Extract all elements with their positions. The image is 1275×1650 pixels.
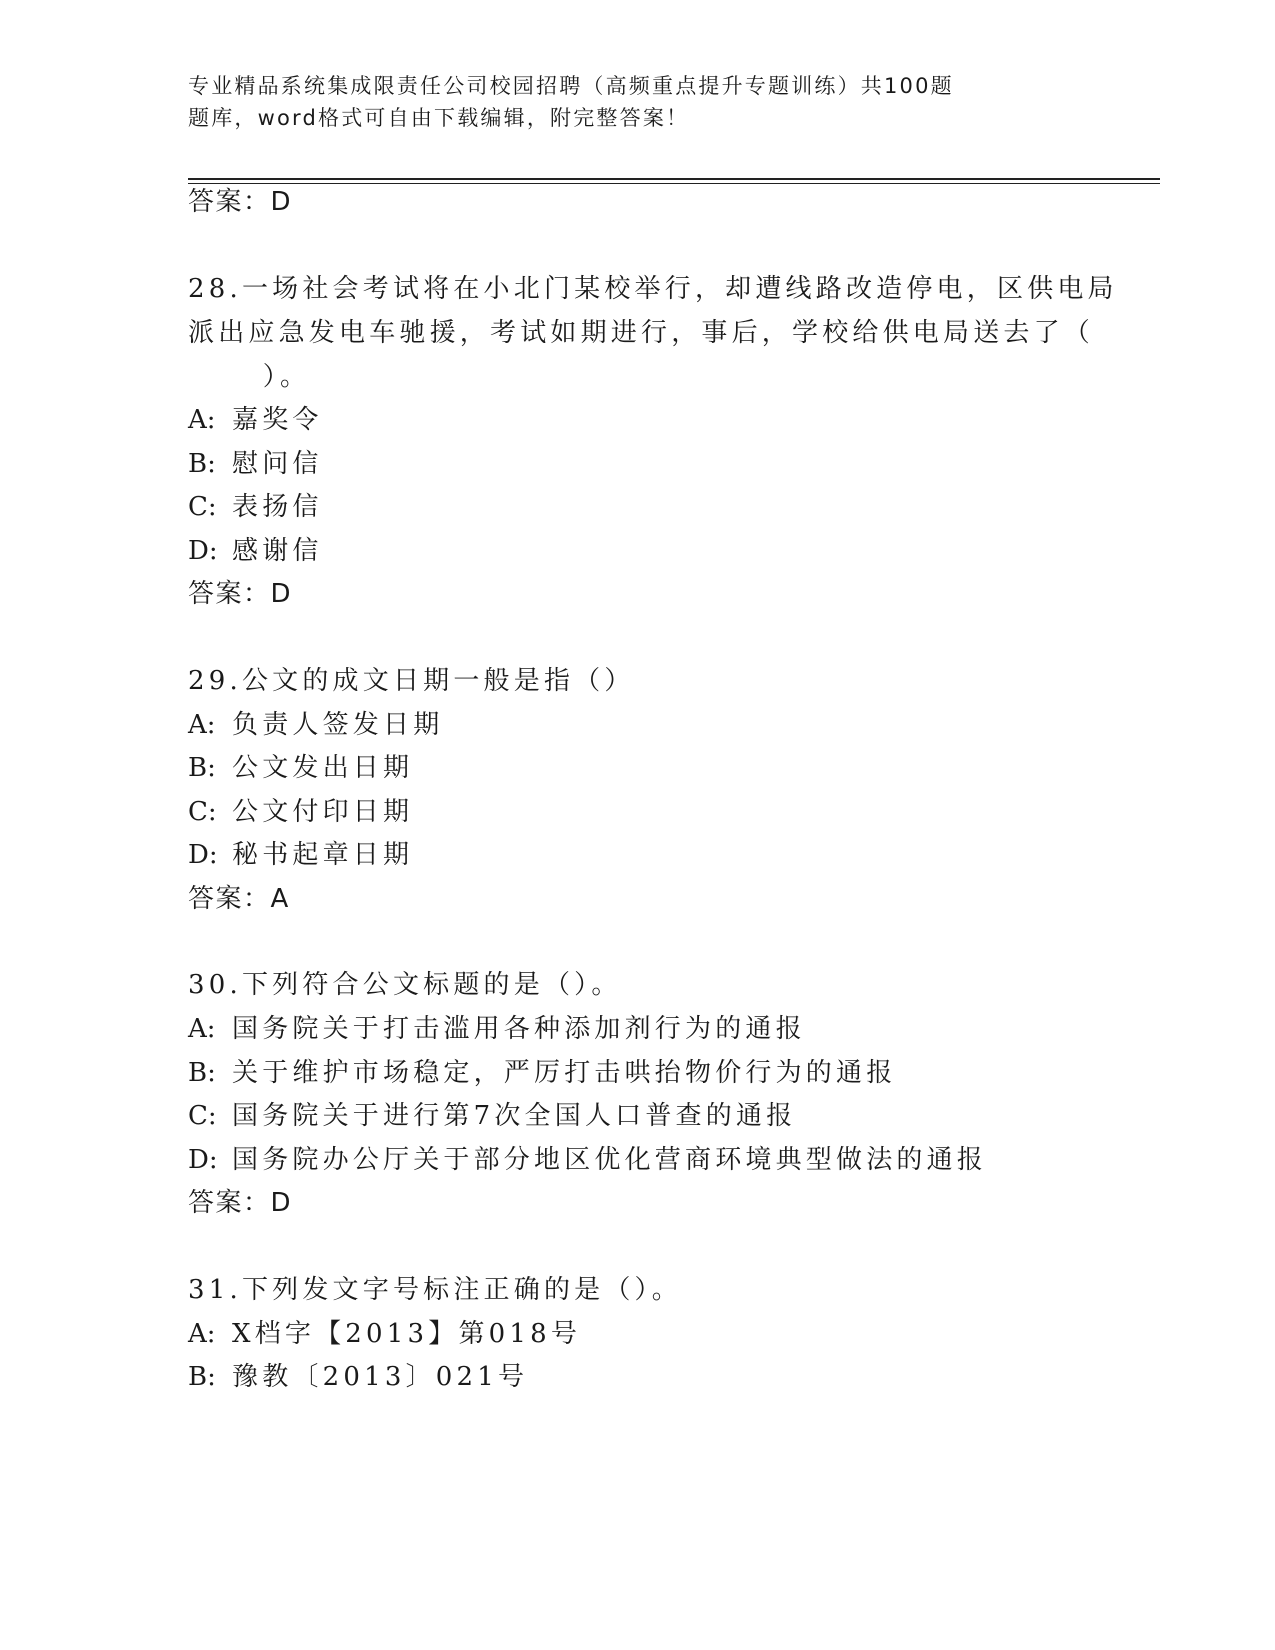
question-28-answer: 答案：D (188, 579, 293, 609)
option-text: 国务院关于打击滥用各种添加剂行为的通报 (232, 1014, 806, 1044)
question-28-option-a (188, 402, 323, 438)
option-letter: C: (188, 797, 217, 827)
question-30-line-1: 30.下列符合公文标题的是（）。 (188, 970, 622, 1000)
option-letter: A: (188, 710, 216, 740)
question-29-line-1: 29.公文的成文日期一般是指（） (188, 666, 635, 696)
question-31-option-b (188, 1359, 528, 1395)
option-letter: B: (188, 1362, 216, 1392)
option-letter: C: (188, 1101, 217, 1131)
option-letter: D: (188, 840, 218, 870)
question-28-option-b (188, 446, 323, 482)
question-30-option-d (188, 1142, 987, 1178)
option-text: 感谢信 (232, 536, 323, 566)
option-text: 国务院关于进行第7次全国人口普查的通报 (232, 1101, 797, 1131)
question-29-option-d (188, 837, 413, 873)
option-letter: B: (188, 1058, 216, 1088)
option-letter: C: (188, 492, 217, 522)
option-text: 关于维护市场稳定，严厉打击哄抬物价行为的通报 (232, 1058, 897, 1088)
question-30-option-a (188, 1011, 806, 1047)
option-letter: A: (188, 1319, 216, 1349)
option-text: 表扬信 (232, 492, 323, 522)
question-29-option-a (188, 707, 443, 743)
question-29-option-c (188, 794, 413, 830)
question-31-line-1: 31.下列发文字号标注正确的是（）。 (188, 1275, 682, 1305)
header-divider (188, 178, 1160, 184)
option-text: 公文发出日期 (232, 753, 414, 783)
header-title-line-1: 专业精品系统集成限责任公司校园招聘（高频重点提升专题训练）共100题 (188, 74, 954, 98)
option-letter: B: (188, 753, 216, 783)
question-30-option-b (188, 1055, 896, 1091)
option-text: 秘书起章日期 (232, 840, 414, 870)
previous-answer: 答案：D (188, 187, 293, 217)
question-29-option-b (188, 750, 413, 786)
question-28-line-3: ）。 (188, 362, 311, 392)
option-text: 公文付印日期 (232, 797, 414, 827)
option-text: 豫教〔2013〕021号 (232, 1362, 529, 1392)
option-letter: D: (188, 1145, 218, 1175)
option-letter: B: (188, 449, 216, 479)
question-29-answer: 答案：A (188, 884, 290, 914)
option-text: 慰问信 (232, 449, 323, 479)
option-letter: A: (188, 405, 216, 435)
option-text: 负责人签发日期 (232, 710, 444, 740)
question-28-line-1: 28.一场社会考试将在小北门某校举行，却遭线路改造停电，区供电局 (188, 274, 1118, 304)
option-text: 嘉奖令 (232, 405, 323, 435)
question-30-option-c (188, 1098, 796, 1134)
header-title-line-2: 题库，word格式可自由下载编辑，附完整答案！ (188, 106, 690, 130)
option-letter: A: (188, 1014, 216, 1044)
option-letter: D: (188, 536, 218, 566)
option-text: 国务院办公厅关于部分地区优化营商环境典型做法的通报 (232, 1145, 988, 1175)
question-28-line-2: 派出应急发电车驰援，考试如期进行，事后，学校给供电局送去了（ (188, 318, 1095, 348)
question-31-option-a (188, 1316, 581, 1352)
question-28-option-d (188, 533, 323, 569)
question-30-answer: 答案：D (188, 1188, 293, 1218)
question-28-option-c (188, 489, 323, 525)
option-text: X档字【2013】第018号 (232, 1319, 582, 1349)
